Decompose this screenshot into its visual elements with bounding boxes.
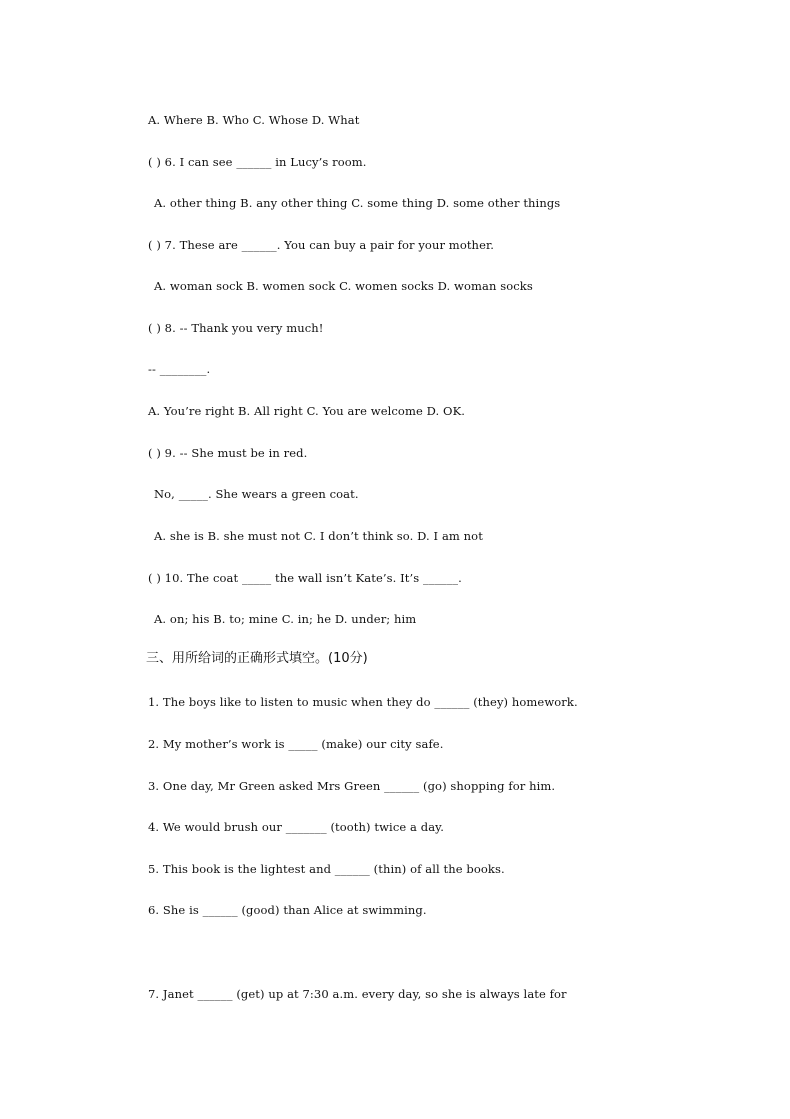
options-q8: A. You’re right B. All right C. You are welcome D. OK. — [148, 404, 466, 418]
question-8: ( ) 8. -- Thank you very much! — [148, 321, 324, 335]
question-8-response: -- ________. — [148, 362, 211, 376]
section-heading: 三、用所给词的正确形式填空。(10分) — [146, 651, 368, 666]
question-9: ( ) 9. -- She must be in red. — [148, 446, 308, 460]
fill-item-2: 2. My mother’s work is _____ (make) our city safe. — [148, 737, 444, 751]
question-7: ( ) 7. These are ______. You can buy a pair for your mother. — [148, 238, 495, 252]
fill-item-6: 6. She is ______ (good) than Alice at swimming. — [148, 903, 427, 917]
options-q6: A. other thing B. any other thing C. some thing D. some other things — [154, 196, 561, 210]
fill-item-1: 1. The boys like to listen to music when they do ______ (they) homework. — [148, 695, 578, 709]
options-q7: A. woman sock B. women sock C. women socks D. woman socks — [154, 279, 533, 293]
options-q5: A. Where B. Who C. Whose D. What — [148, 113, 360, 127]
fill-item-7: 7. Janet ______ (get) up at 7:30 a.m. every day, so she is always late for — [148, 987, 567, 1001]
fill-item-5: 5. This book is the lightest and ______ (thin) of all the books. — [148, 862, 505, 876]
question-9-response: No, _____. She wears a green coat. — [154, 487, 359, 501]
fill-item-3: 3. One day, Mr Green asked Mrs Green ______ (go) shopping for him. — [148, 779, 556, 793]
question-6: ( ) 6. I can see ______ in Lucy’s room. — [148, 155, 367, 169]
fill-item-4: 4. We would brush our _______ (tooth) twice a day. — [148, 820, 444, 834]
question-10: ( ) 10. The coat _____ the wall isn’t Kate’s. It’s ______. — [148, 571, 462, 585]
options-q10: A. on; his B. to; mine C. in; he D. under; him — [154, 612, 417, 626]
options-q9: A. she is B. she must not C. I don’t think so. D. I am not — [154, 529, 483, 543]
